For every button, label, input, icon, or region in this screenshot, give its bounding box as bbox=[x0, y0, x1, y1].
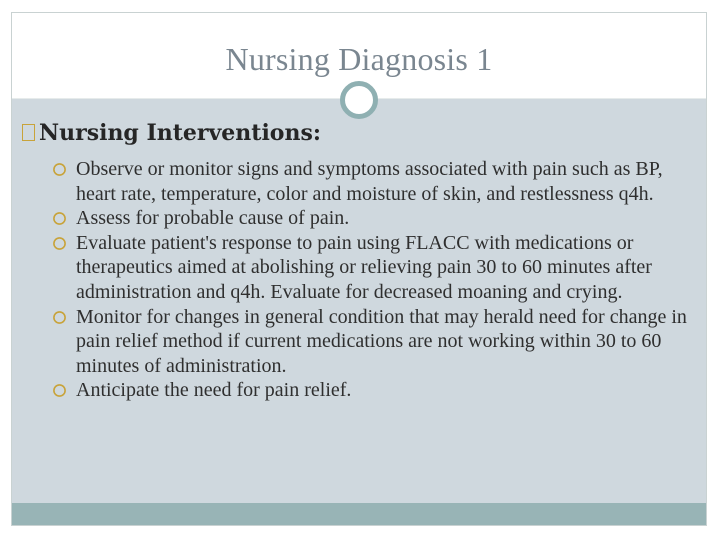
bullet-text: Assess for probable cause of pain. bbox=[76, 207, 350, 230]
ring-ornament-icon bbox=[340, 81, 378, 119]
section-heading-text: Nursing Interventions: bbox=[39, 120, 321, 146]
bullet-item bbox=[52, 231, 692, 305]
hollow-circle-bullet-icon bbox=[52, 162, 67, 177]
hollow-circle-bullet-icon bbox=[52, 310, 67, 325]
bullet-text: Observe or monitor signs and symptoms associated with pain such as BP, heart rate, temperature, color and moisture of skin, and restlessness q4h. bbox=[76, 158, 663, 205]
hollow-circle-bullet-icon bbox=[52, 383, 67, 398]
bullet-text: Anticipate the need for pain relief. bbox=[76, 379, 352, 402]
hollow-circle-bullet-icon bbox=[52, 211, 67, 226]
bullet-item bbox=[52, 206, 692, 231]
hollow-circle-bullet-icon bbox=[52, 236, 67, 251]
bullet-item bbox=[52, 305, 692, 379]
box-glyph-icon bbox=[22, 124, 35, 141]
bullet-item bbox=[52, 157, 692, 206]
slide-title: Nursing Diagnosis 1 bbox=[225, 41, 493, 77]
section-heading bbox=[22, 120, 321, 146]
ring-inner bbox=[348, 89, 370, 111]
bullet-list bbox=[52, 157, 692, 403]
footer-bar bbox=[12, 503, 706, 525]
bullet-text: Evaluate patient's response to pain using FLACC with medications or therapeutics aimed at abolishing or relieving pain 30 to 60 minutes after administration and q4h. Evaluate for decreased moaning and crying. bbox=[76, 231, 652, 303]
bullet-text: Monitor for changes in general condition that may herald need for change in pain relief method if current medications are not working within 30 to 60 minutes of administration. bbox=[76, 305, 687, 377]
bullet-item bbox=[52, 378, 692, 403]
